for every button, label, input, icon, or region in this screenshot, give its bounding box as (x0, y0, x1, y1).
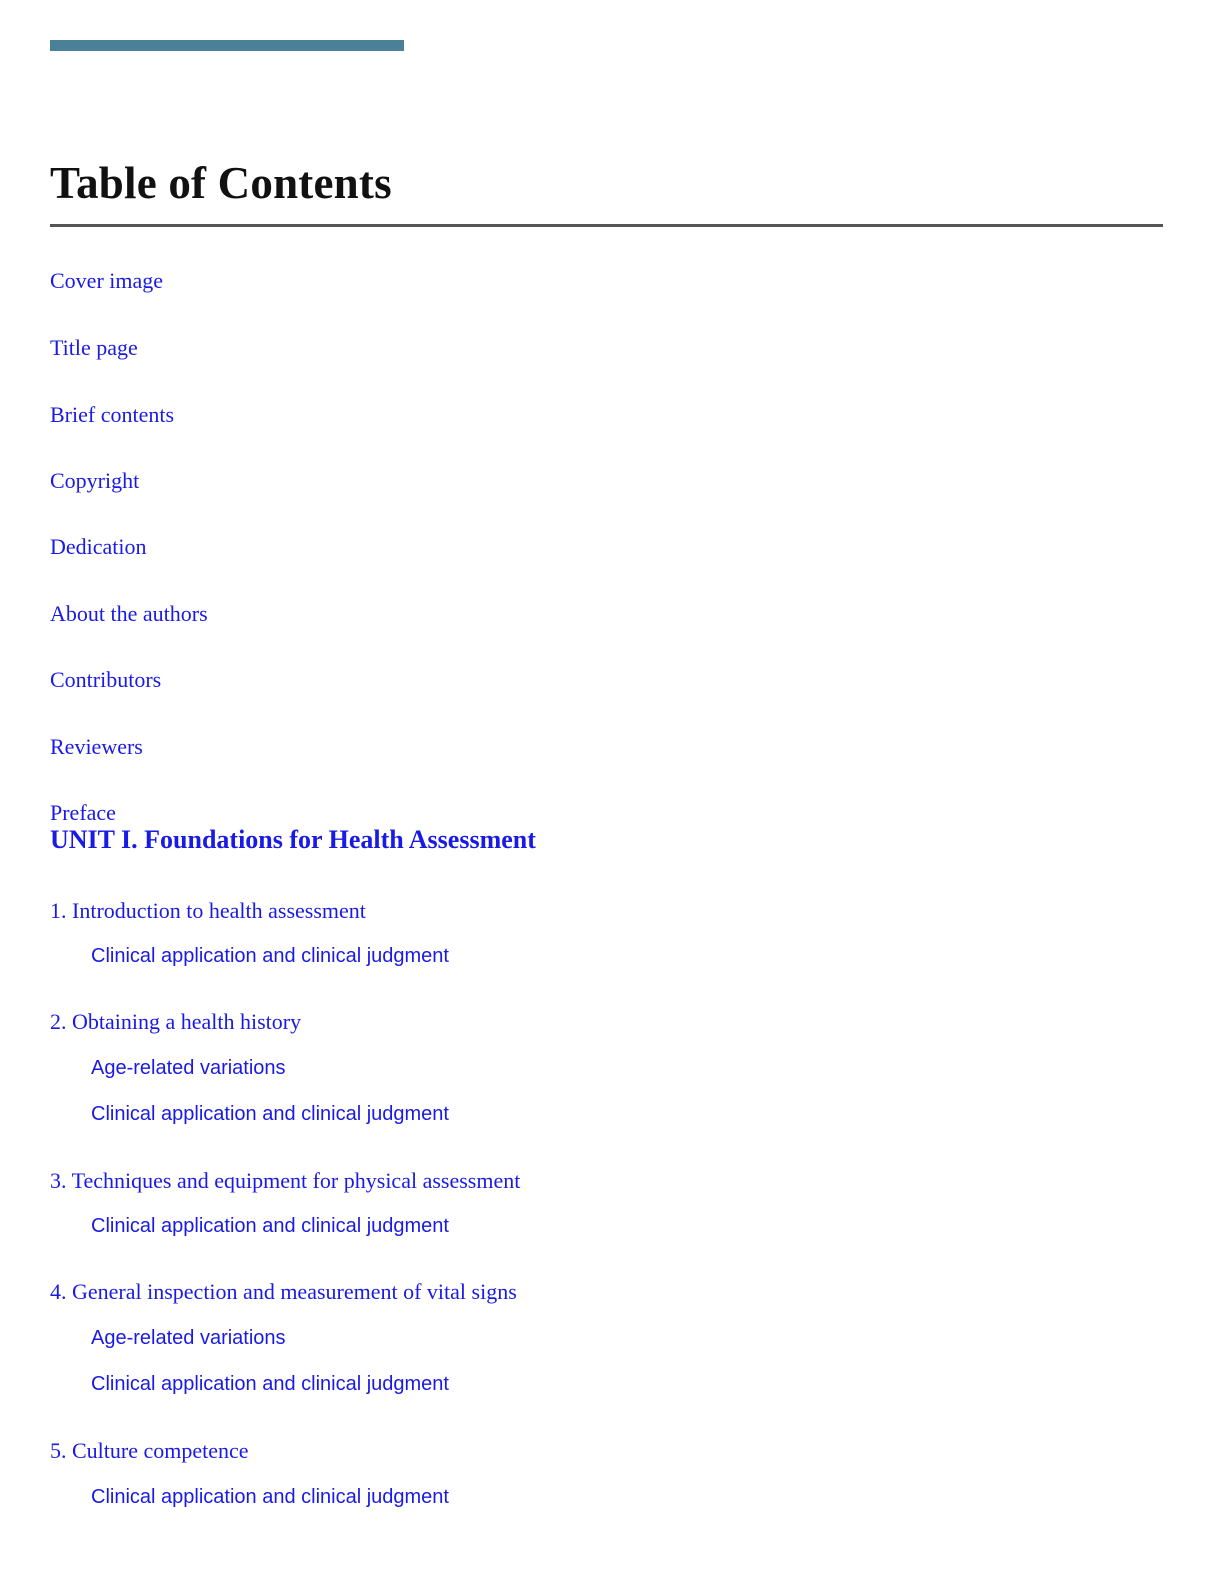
toc-link-chapter-1-section-1[interactable]: Clinical application and clinical judgment (91, 945, 449, 967)
toc-link-preface[interactable]: Preface (50, 800, 116, 825)
toc-link-chapter-5-section-1[interactable]: Clinical application and clinical judgment (91, 1486, 449, 1508)
toc-link-chapter-3-section-1[interactable]: Clinical application and clinical judgment (91, 1215, 449, 1237)
title-divider (50, 224, 1163, 227)
toc-link-chapter-4-section-2[interactable]: Clinical application and clinical judgment (91, 1373, 449, 1395)
toc-link-chapter-4[interactable]: 4. General inspection and measurement of vital signs (50, 1279, 517, 1304)
toc-link-chapter-3[interactable]: 3. Techniques and equipment for physical assessment (50, 1168, 521, 1193)
toc-link-title-page[interactable]: Title page (50, 335, 138, 360)
toc-link-chapter-2-section-2[interactable]: Clinical application and clinical judgment (91, 1103, 449, 1125)
page-title: Table of Contents (50, 158, 392, 208)
header-accent-bar (50, 40, 404, 51)
toc-link-dedication[interactable]: Dedication (50, 534, 147, 559)
toc-link-copyright[interactable]: Copyright (50, 468, 140, 493)
toc-link-cover-image[interactable]: Cover image (50, 268, 164, 293)
toc-link-chapter-2[interactable]: 2. Obtaining a health history (50, 1009, 302, 1034)
toc-link-reviewers[interactable]: Reviewers (50, 734, 143, 759)
toc-link-chapter-4-section-1[interactable]: Age-related variations (91, 1327, 286, 1349)
toc-link-brief-contents[interactable]: Brief contents (50, 402, 175, 427)
toc-link-unit-1[interactable]: UNIT I. Foundations for Health Assessment (50, 825, 536, 854)
toc-link-chapter-2-section-1[interactable]: Age-related variations (91, 1057, 286, 1079)
toc-link-contributors[interactable]: Contributors (50, 667, 162, 692)
toc-link-chapter-1[interactable]: 1. Introduction to health assessment (50, 898, 366, 923)
toc-link-about-the-authors[interactable]: About the authors (50, 601, 208, 626)
toc-link-chapter-5[interactable]: 5. Culture competence (50, 1438, 249, 1463)
